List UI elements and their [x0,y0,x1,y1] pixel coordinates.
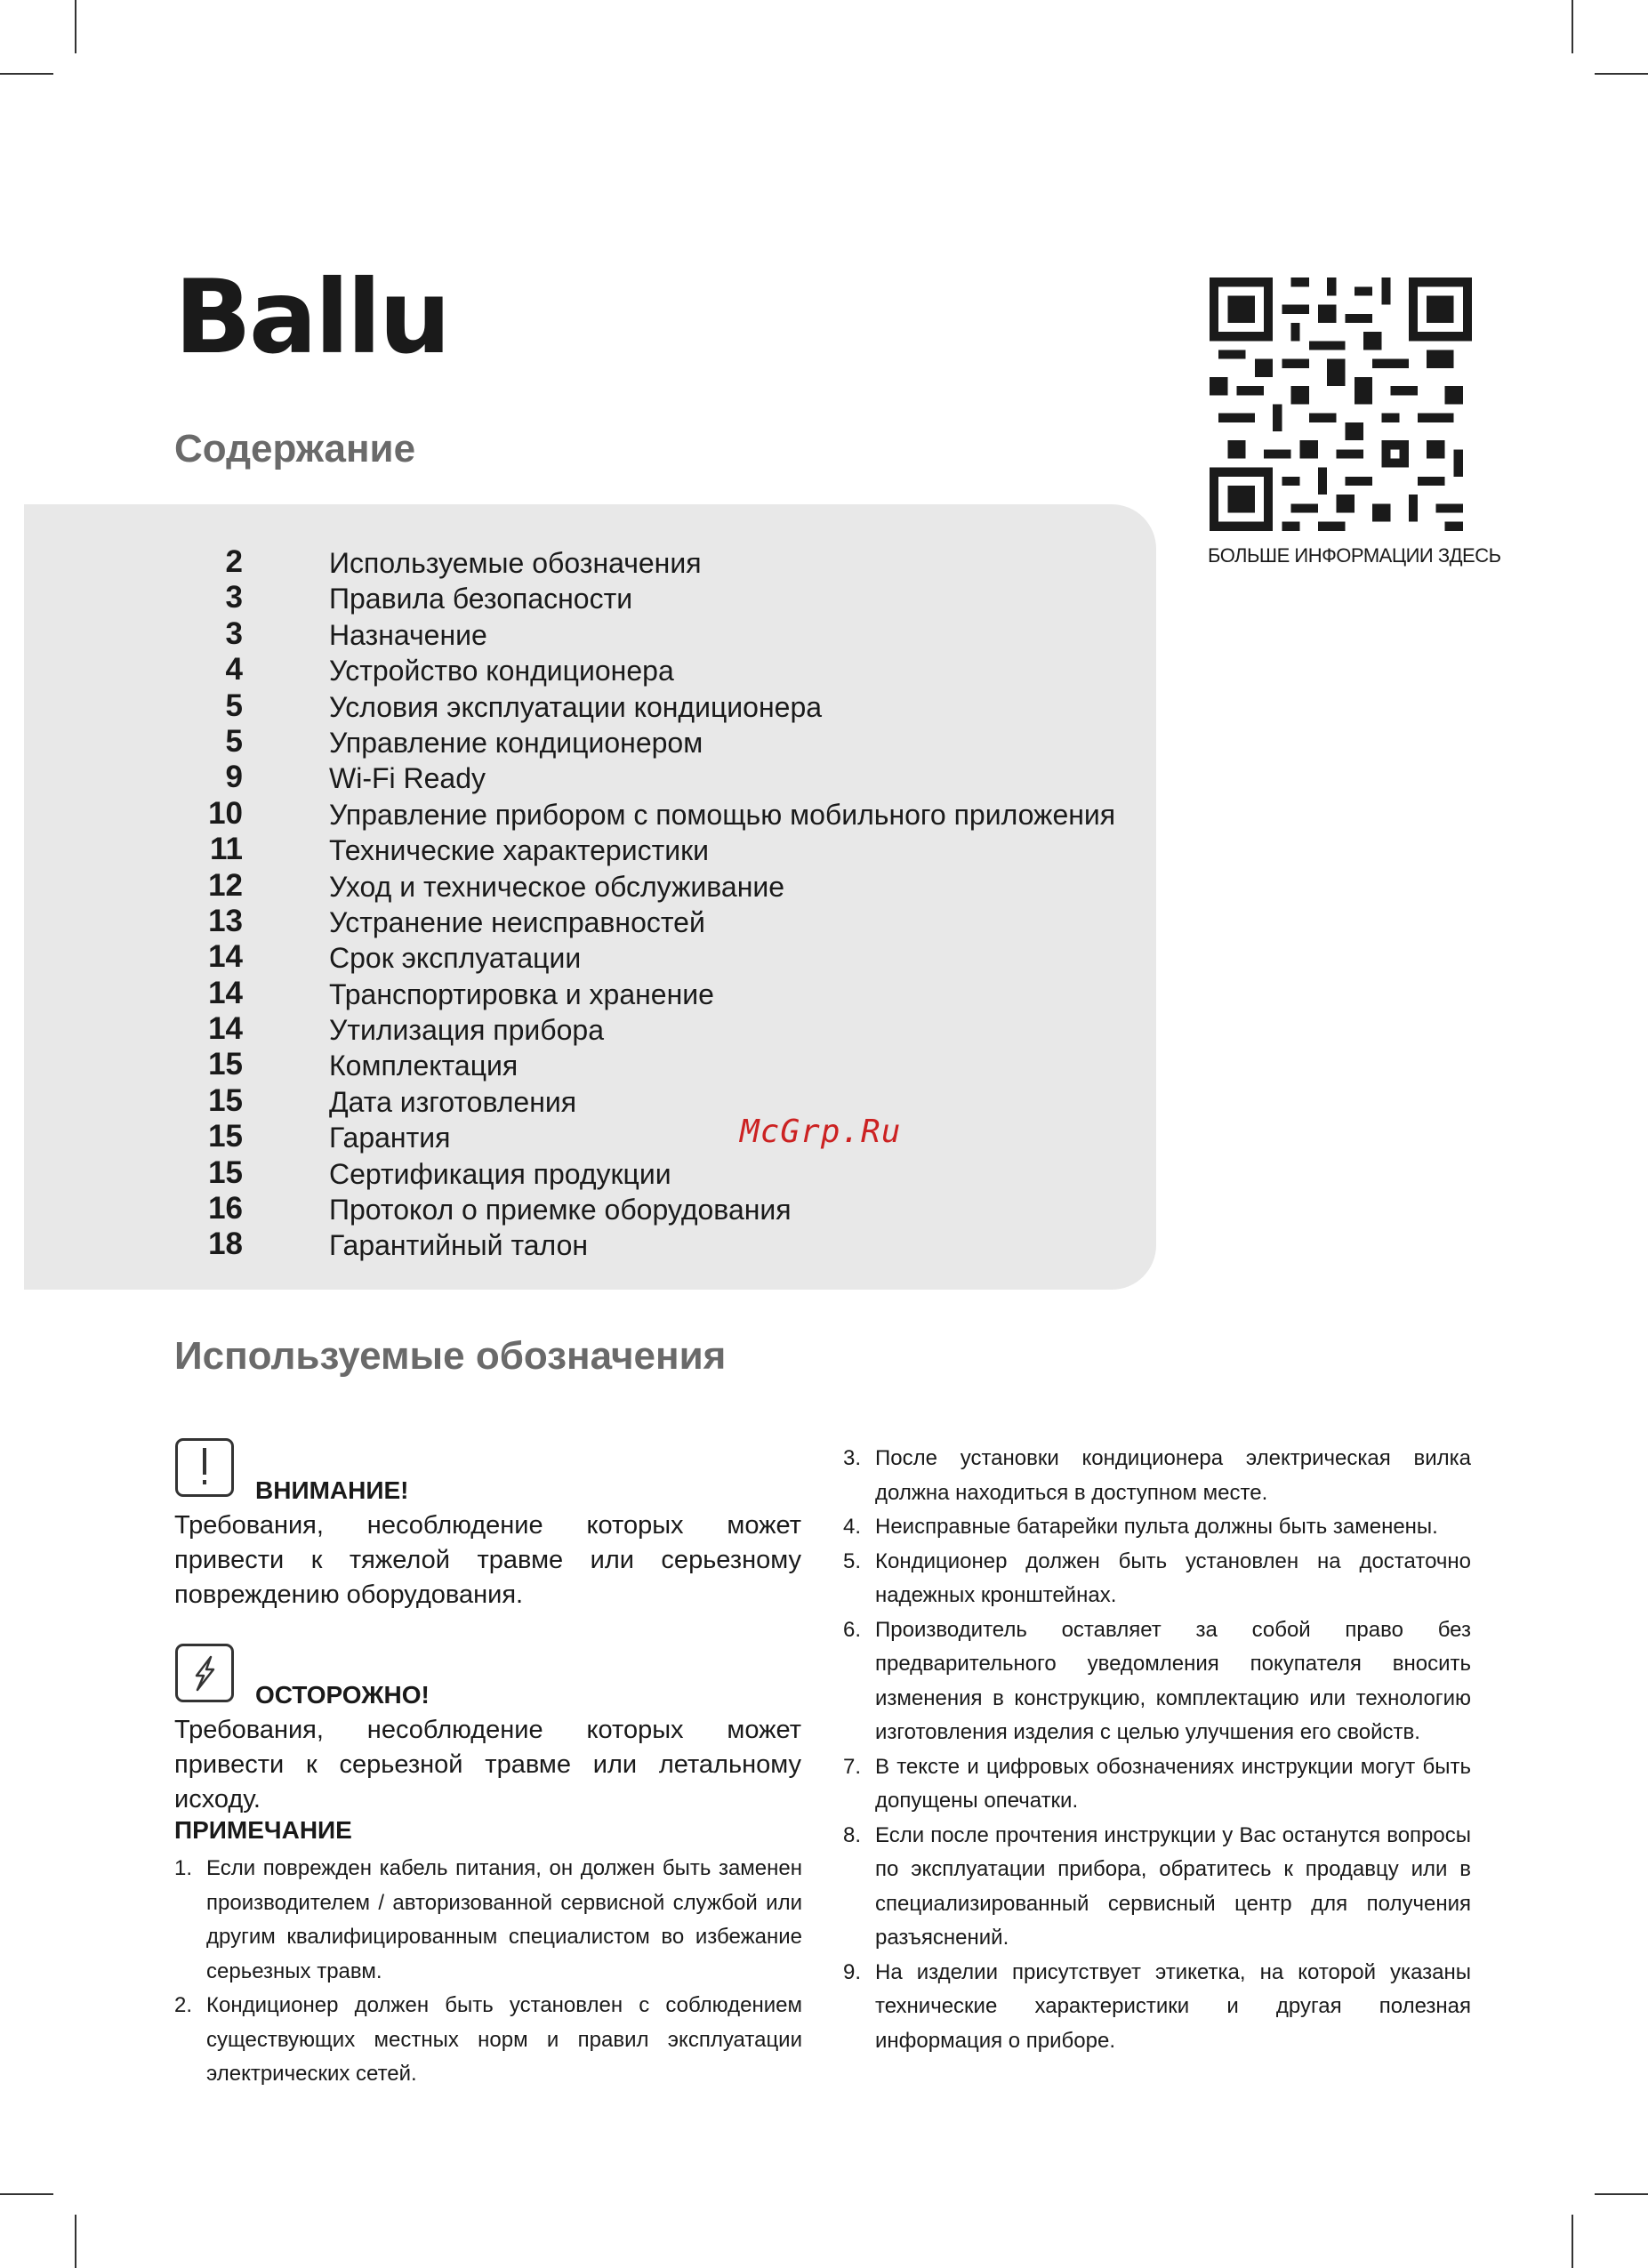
caution-label: ОСТОРОЖНО! [255,1681,430,1709]
note-item-text: В тексте и цифровых обозначениях инструкции могут быть допущены опечатки. [875,1754,1471,1813]
toc-panel [24,504,1156,1290]
note-item [843,1545,1471,1613]
note-item-text: Если поврежден кабель питания, он должен быть заменен производителем / авторизованной сервисной службой или другим квалифицированным специалистом во избежание серьезных травм. [206,1856,802,1983]
note-item [843,1613,1471,1750]
toc-page-number: 9 [225,760,243,795]
lightning-icon [175,1644,234,1702]
toc-page-number: 12 [208,867,243,903]
note-item-text: Если после прочтения инструкции у Вас останутся вопросы по эксплуатации прибора, обратитесь к продавцу или в специализированный сервисный центр для получения разъяснений. [875,1822,1471,1950]
toc-title: Содержание [174,427,416,470]
toc-item-label: Срок эксплуатации [329,942,582,975]
toc-page-number: 5 [225,688,243,723]
note-item-text: На изделии присутствует этикетка, на которой указаны технические характеристики и другая полезная информация о приборе. [875,1959,1471,2053]
note-item-number: 5. [843,1548,862,1573]
toc-page-number: 18 [208,1226,243,1262]
toc-page-number: 2 [225,544,243,579]
note-title: ПРИМЕЧАНИЕ [174,1816,352,1844]
toc-item-label: Технические характеристики [329,834,709,867]
qr-caption: БОЛЬШЕ ИНФОРМАЦИИ ЗДЕСЬ [1208,544,1501,567]
qr-code[interactable] [1210,277,1472,531]
note-item-text: Кондиционер должен быть установлен с соблюдением существующих местных норм и правил эксплуатации электрических сетей. [206,1993,802,2086]
note-item [843,1819,1471,1956]
toc-page-number: 11 [210,832,243,867]
toc-page-number: 15 [208,1154,243,1190]
toc-item-label: Назначение [329,618,487,651]
caution-text: Требования, несоблюдение которых может привести к серьезной травме или летальному исходу. [174,1716,801,1814]
crop-mark [1572,0,1573,53]
toc-page-number: 15 [208,1082,243,1118]
ballu-logo: Ballu [174,258,449,376]
toc-page-number: 14 [208,1011,243,1047]
note-item [174,1989,802,2092]
toc-page-number: 14 [208,939,243,975]
toc-item-label: Гарантийный талон [329,1229,589,1262]
note-item-text: Неисправные батарейки пульта должны быть заменены. [875,1515,1438,1539]
note-item-number: 8. [843,1822,862,1847]
toc-item-label: Комплектация [329,1050,519,1082]
toc-item-label: Дата изготовления [329,1085,577,1118]
note-item [843,1510,1471,1545]
toc-page-number: 3 [225,615,243,651]
crop-mark [75,0,76,53]
crop-mark [1595,2193,1648,2195]
crop-mark [75,2215,76,2268]
attention-text: Требования, несоблюдение которых может привести к тяжелой травме или серьезному повреждению оборудования. [174,1511,801,1609]
note-item-number: 6. [843,1617,862,1642]
toc-page-number: 3 [225,580,243,615]
toc-item-label: Wi-Fi Ready [329,762,486,795]
crop-mark [1595,73,1648,75]
note-item-number: 9. [843,1959,862,1984]
note-list-right [843,1442,1471,2058]
watermark: McGrp.Ru [740,1114,902,1150]
toc-item-label: Правила безопасности [329,583,633,615]
note-item [843,1442,1471,1510]
toc-item-label: Протокол о приемке оборудования [329,1194,792,1226]
note-item-number: 3. [843,1446,862,1470]
toc-item-label: Устранение неисправностей [329,905,705,938]
toc-page-number: 16 [208,1191,243,1226]
note-item-text: Производитель оставляет за собой право без предварительного уведомления покупателя вносить изменения в конструкцию, комплектацию или технологию изготовления изделия с целью улучшения его свойств. [875,1617,1471,1744]
note-item-number: 1. [174,1856,193,1880]
toc-item-label: Уход и техническое обслуживание [329,870,785,903]
toc-item-label: Сертификация продукции [329,1157,671,1190]
note-item [174,1852,802,1989]
toc-page-number: 14 [208,975,243,1010]
toc-item-label: Условия эксплуатации кондиционера [329,690,823,723]
note-list-left [174,1852,802,2092]
toc-page-number: 10 [208,795,243,831]
crop-mark [0,73,53,75]
note-item-number: 7. [843,1754,862,1779]
note-item-number: 4. [843,1515,862,1539]
note-item-number: 2. [174,1993,193,2017]
toc-page-number: 15 [208,1119,243,1154]
toc-item-label: Управление прибором с помощью мобильного приложения [329,798,1116,831]
crop-mark [1572,2215,1573,2268]
toc-page-number: 4 [225,652,243,688]
toc-item-label: Используемые обозначения [329,547,702,579]
toc-item-label: Устройство кондиционера [329,655,674,688]
note-item-text: После установки кондиционера электрическая вилка должна находиться в доступном месте. [875,1446,1471,1505]
crop-mark [0,2193,53,2195]
toc-item-label: Гарантия [329,1122,451,1154]
toc-page-number: 13 [208,903,243,938]
toc-page-number: 5 [225,723,243,759]
toc-item-label: Транспортировка и хранение [329,977,714,1010]
note-item [843,1956,1471,2059]
note-item-text: Кондиционер должен быть установлен на достаточно надежных кронштейнах. [875,1548,1471,1607]
attention-label: ВНИМАНИЕ! [255,1476,409,1504]
symbols-title: Используемые обозначения [174,1334,727,1378]
exclamation-icon [175,1438,234,1497]
toc-page-number: 15 [208,1047,243,1082]
toc-item-label: Управление кондиционером [329,726,703,759]
note-item [843,1750,1471,1819]
toc-item-label: Утилизация прибора [329,1014,605,1047]
